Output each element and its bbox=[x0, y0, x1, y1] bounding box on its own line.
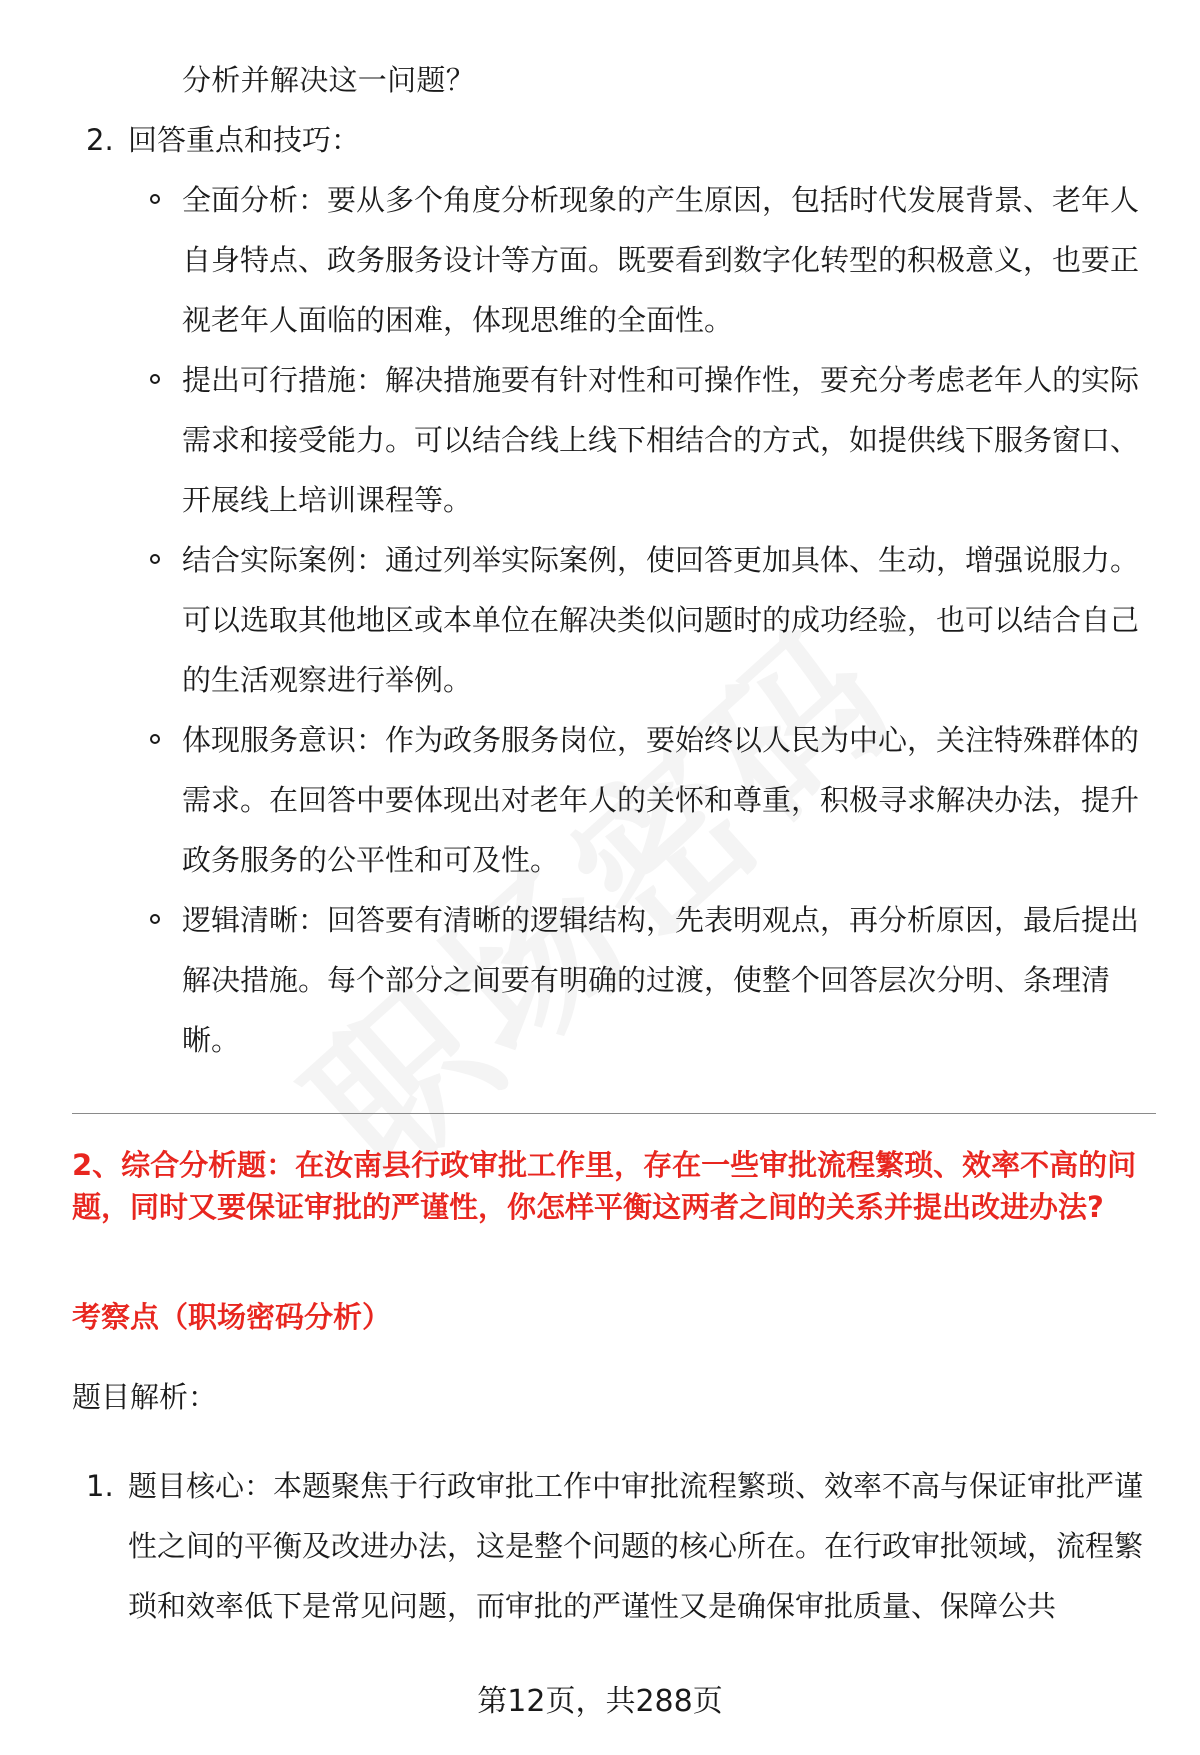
section-divider bbox=[72, 1113, 1156, 1114]
tip-item bbox=[148, 890, 1148, 1070]
continued-text: 分析并解决这一问题？ bbox=[182, 63, 476, 97]
tip-item bbox=[148, 530, 1148, 710]
tip-item bbox=[148, 710, 1148, 890]
tip-text: 全面分析：要从多个角度分析现象的产生原因，包括时代发展背景、老年人自身特点、政务服务设计等方面。既要看到数字化转型的积极意义，也要正视老年人面临的困难，体现思维的全面性。 bbox=[182, 183, 1140, 337]
question-heading: 2、综合分析题：在汝南县行政审批工作里，存在一些审批流程繁琐、效率不高的问题，同时又要保证审批的严谨性，你怎样平衡这两者之间的关系并提出改进办法? bbox=[72, 1148, 1137, 1224]
list-item-text: 回答重点和技巧： bbox=[128, 123, 361, 157]
examine-heading: 考察点（职场密码分析） bbox=[72, 1300, 392, 1334]
analysis-heading: 题目解析： bbox=[72, 1380, 218, 1414]
list-number: 2. bbox=[86, 123, 114, 157]
tip-text: 提出可行措施：解决措施要有针对性和可操作性，要充分考虑老年人的实际需求和接受能力。可以结合线上线下相结合的方式，如提供线下服务窗口、开展线上培训课程等。 bbox=[182, 363, 1140, 517]
hollow-bullet-icon bbox=[150, 374, 160, 384]
hollow-bullet-icon bbox=[150, 554, 160, 564]
hollow-bullet-icon bbox=[150, 914, 160, 924]
tips-list bbox=[148, 170, 1148, 1070]
page-footer: 第12页，共288页 bbox=[477, 1684, 723, 1719]
list-number: 1. bbox=[86, 1469, 114, 1503]
list-item-text: 题目核心：本题聚焦于行政审批工作中审批流程繁琐、效率不高与保证审批严谨性之间的平衡及改进办法，这是整个问题的核心所在。在行政审批领域，流程繁琐和效率低下是常见问题，而审批的严谨性又是确保审批质量、保障公共 bbox=[128, 1469, 1144, 1623]
hollow-bullet-icon bbox=[150, 194, 160, 204]
tip-text: 体现服务意识：作为政务服务岗位，要始终以人民为中心，关注特殊群体的需求。在回答中要体现出对老年人的关怀和尊重，积极寻求解决办法，提升政务服务的公平性和可及性。 bbox=[182, 723, 1140, 877]
tip-item bbox=[148, 170, 1148, 350]
hollow-bullet-icon bbox=[150, 734, 160, 744]
tip-text: 结合实际案例：通过列举实际案例，使回答更加具体、生动，增强说服力。可以选取其他地区或本单位在解决类似问题时的成功经验，也可以结合自己的生活观察进行举例。 bbox=[182, 543, 1140, 697]
tip-text: 逻辑清晰：回答要有清晰的逻辑结构，先表明观点，再分析原因，最后提出解决措施。每个部分之间要有明确的过渡，使整个回答层次分明、条理清晰。 bbox=[182, 903, 1140, 1057]
tip-item bbox=[148, 350, 1148, 530]
